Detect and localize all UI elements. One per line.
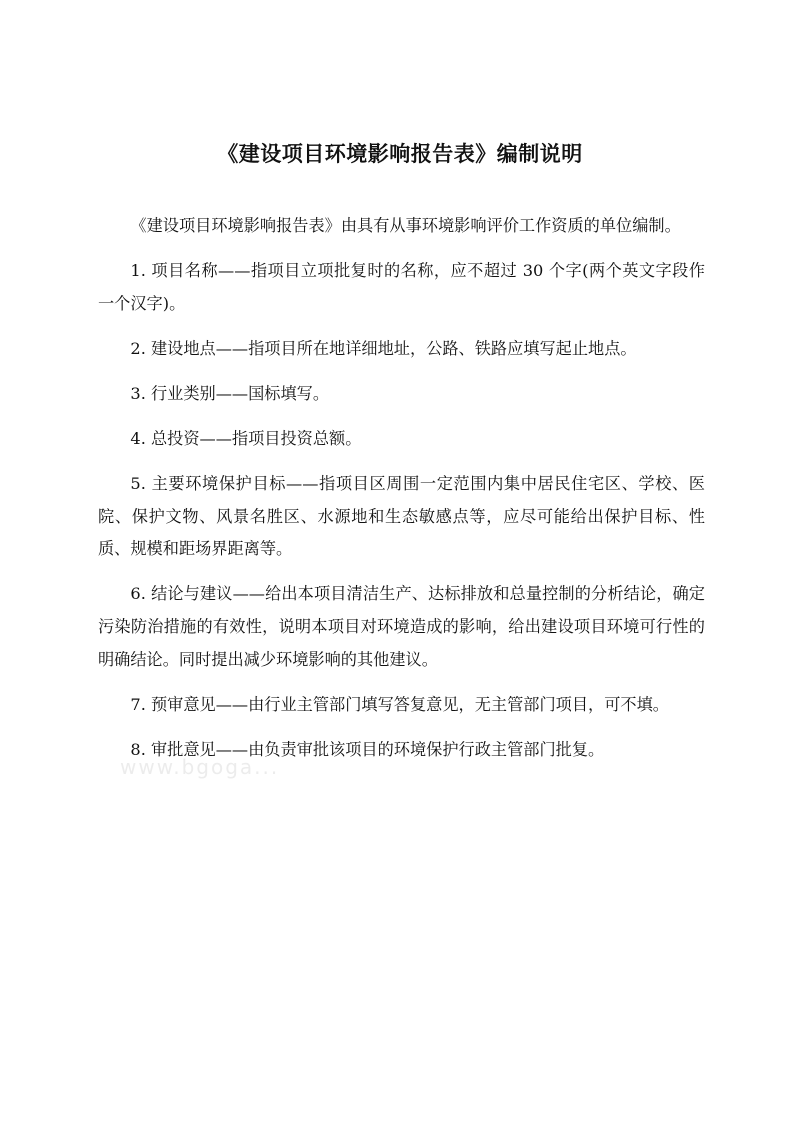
item-5-paragraph: 5. 主要环境保护目标——指项目区周围一定范围内集中居民住宅区、学校、医院、保护文物、风景名胜区、水源地和生态敏感点等，应尽可能给出保护目标、性质、规模和距场界距离等。 xyxy=(98,474,705,559)
item-6-paragraph: 6. 结论与建议——给出本项目清洁生产、达标排放和总量控制的分析结论，确定污染防治措施的有效性，说明本项目对环境造成的影响，给出建设项目环境可行性的明确结论。同时提出减少环境影响的其他建议。 xyxy=(98,584,705,669)
item-1-paragraph: 1. 项目名称——指项目立项批复时的名称，应不超过 30 个字(两个英文字段作一个汉字)。 xyxy=(98,261,705,313)
item-7-paragraph: 7. 预审意见——由行业主管部门填写答复意见，无主管部门项目，可不填。 xyxy=(130,694,669,714)
intro-paragraph: 《建设项目环境影响报告表》由具有从事环境影响评价工作资质的单位编制。 xyxy=(130,216,681,235)
page-title: 《建设项目环境影响报告表》编制说明 xyxy=(217,141,583,166)
watermark-text: www.bgoga... xyxy=(120,755,280,779)
item-8-paragraph: 8. 审批意见——由负责审批该项目的环境保护行政主管部门批复。 xyxy=(130,739,605,759)
document-body xyxy=(98,210,705,779)
item-4-paragraph: 4. 总投资——指项目投资总额。 xyxy=(130,428,362,448)
item-3-paragraph: 3. 行业类别——国标填写。 xyxy=(130,383,330,403)
item-2-paragraph: 2. 建设地点——指项目所在地详细地址，公路、铁路应填写起止地点。 xyxy=(130,338,637,358)
